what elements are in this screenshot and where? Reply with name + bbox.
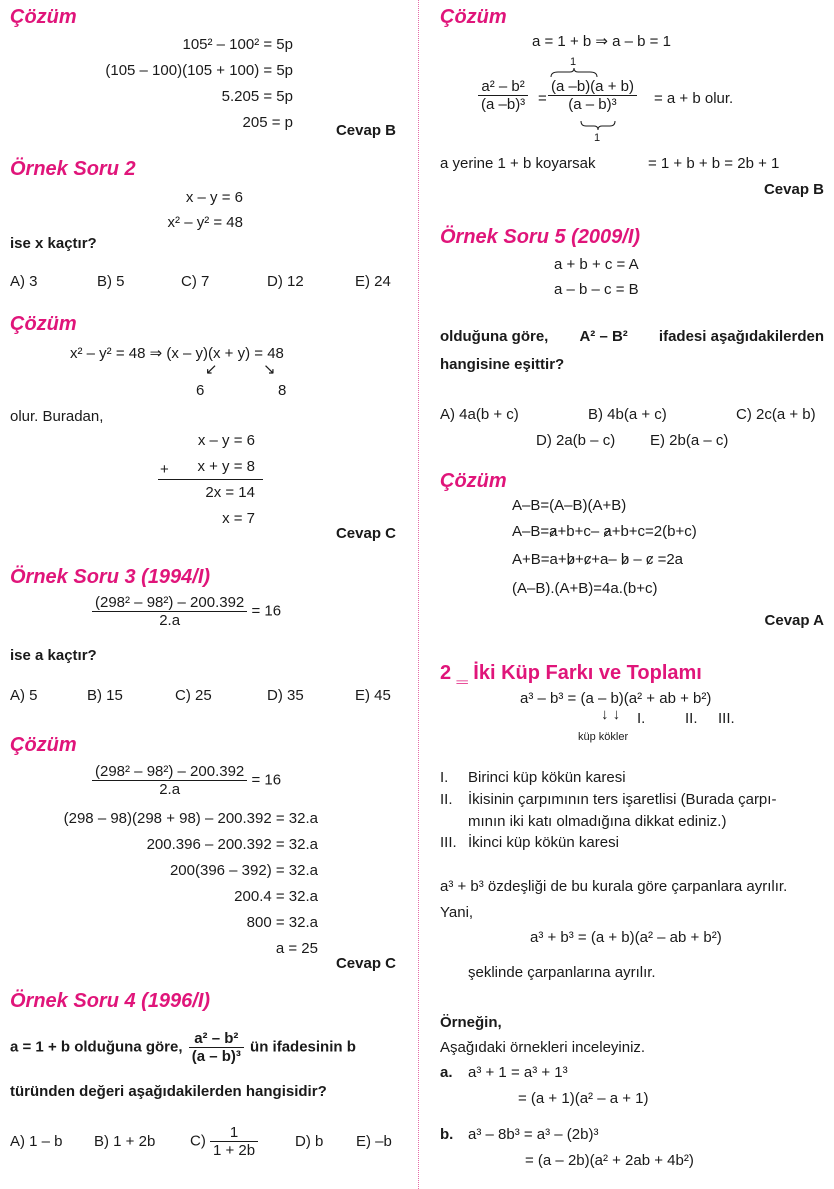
question-2-option-e[interactable]: E) 24: [355, 273, 391, 290]
question-3-denominator: 2.a: [159, 612, 181, 629]
question-5-eq-2: a – b – c = B: [554, 281, 639, 298]
section-2-title: 2 ‗ İki Küp Farkı ve Toplamı: [440, 662, 702, 684]
solution-2-add-3: 2x = 14: [205, 484, 255, 501]
question-4-option-b[interactable]: B) 1 + 2b: [94, 1133, 156, 1150]
solution-4-f2-num: (a –b)(a + b): [548, 78, 637, 96]
solution-2-add-2: x + y = 8: [197, 458, 255, 475]
list-item-1-num: I.: [440, 769, 449, 786]
question-2-title: Örnek Soru 2: [10, 158, 136, 180]
example-b-line-1: a³ – 8b³ = a³ – (2b)³: [468, 1126, 599, 1143]
arrow-down-left-icon: ↙: [205, 361, 218, 378]
question-2-prompt: ise x kaçtır?: [10, 235, 97, 252]
solution-5-line-3: A+B=a+b+c+a– b – c =2a: [512, 551, 684, 568]
solution-4-f1-den: (a –b)³: [481, 96, 526, 113]
solution-1-line-2: (105 – 100)(105 + 100) = 5p: [105, 62, 293, 79]
section-2-para-3: şeklinde çarpanlarına ayrılır.: [468, 964, 656, 981]
down-arrows-icon: ↓ ↓: [601, 706, 621, 723]
solution-2-title: Çözüm: [10, 313, 77, 335]
question-5-option-a[interactable]: A) 4a(b + c): [440, 406, 519, 423]
example-a-line-1: a³ + 1 = a³ + 1³: [468, 1064, 568, 1081]
question-2-option-b[interactable]: B) 5: [97, 273, 125, 290]
question-3-option-a[interactable]: A) 5: [10, 687, 38, 704]
question-5-statement: [440, 328, 824, 345]
solution-5-line-4: (A–B).(A+B)=4a.(b+c): [512, 580, 658, 597]
solution-4-fraction-1: [478, 78, 528, 113]
solution-3-answer: Cevap C: [335, 955, 396, 972]
solution-3-denominator: 2.a: [159, 781, 181, 798]
solution-4-f2-den: (a – b)³: [568, 96, 617, 113]
roman-3: III.: [718, 710, 735, 727]
question-4-title: Örnek Soru 4 (1996/I): [10, 990, 211, 1012]
section-2-para-2: Yani,: [440, 904, 474, 921]
solution-3-line-2: 200.396 – 200.392 = 32.a: [146, 836, 318, 853]
solution-1-line-4: 205 = p: [242, 114, 293, 131]
solution-2-line-1: x² – y² = 48 ⇒ (x – y)(x + y) = 48: [70, 345, 284, 362]
question-3-prompt: ise a kaçtır?: [10, 647, 97, 664]
section-2-formula: a³ – b³ = (a – b)(a² + ab + b²): [520, 690, 712, 707]
example-heading: Örneğin,: [440, 1014, 502, 1031]
question-4-statement: [10, 1030, 356, 1065]
question-3-option-d[interactable]: D) 35: [267, 687, 304, 704]
right-column: [440, 0, 824, 1189]
section-2-formula-2: a³ + b³ = (a + b)(a² – ab + b²): [530, 929, 722, 946]
arrow-down-right-icon: ↘: [263, 361, 276, 378]
solution-2-add-4: x = 7: [222, 510, 255, 527]
question-2-eq-2: x² – y² = 48: [167, 214, 243, 231]
question-5-option-c[interactable]: C) 2c(a + b): [736, 406, 816, 423]
solution-3-numerator: (298² – 98²) – 200.392: [92, 763, 247, 781]
solution-1-answer: Cevap B: [335, 122, 396, 139]
question-2-option-d[interactable]: D) 12: [267, 273, 304, 290]
example-a-line-2: = (a + 1)(a² – a + 1): [518, 1090, 649, 1107]
example-a-label: a.: [440, 1064, 453, 1081]
solution-3-eq: = 16: [251, 771, 282, 789]
list-item-2-num: II.: [440, 791, 453, 808]
question-2-option-a[interactable]: A) 3: [10, 273, 38, 290]
example-b-line-2: = (a – 2b)(a² + 2ab + 4b²): [525, 1152, 694, 1169]
question-4-text-3: türünden değeri aşağıdakilerden hangisidir?: [10, 1083, 327, 1100]
question-5-eq-1: a + b + c = A: [554, 256, 639, 273]
solution-4-result: = a + b olur.: [654, 90, 734, 107]
roman-1: I.: [637, 710, 646, 727]
solution-1-title: Çözüm: [10, 6, 77, 28]
solution-4-title: Çözüm: [440, 6, 507, 28]
section-2-para-1: a³ + b³ özdeşliği de bu kurala göre çarpanlara ayrılır.: [440, 878, 788, 895]
top-brace-icon: [550, 68, 598, 78]
solution-4-f1-num: a² – b²: [478, 78, 528, 96]
sum-rule: [158, 479, 263, 480]
solution-4-subst-text: a yerine 1 + b koyarsak: [440, 155, 596, 172]
example-intro: Aşağıdaki örnekleri inceleyiniz.: [440, 1039, 646, 1056]
plus-sign: +: [160, 461, 169, 478]
solution-4-eqsign: =: [538, 90, 547, 107]
question-5-option-b[interactable]: B) 4b(a + c): [588, 406, 667, 423]
solution-3-line-1: (298 – 98)(298 + 98) – 200.392 = 32.a: [63, 810, 318, 827]
question-5-text-a: olduğuna göre,: [440, 328, 549, 345]
solution-4-top-one: 1: [570, 56, 577, 68]
solution-2-answer: Cevap C: [335, 525, 396, 542]
question-4-option-c-den: 1 + 2b: [213, 1142, 256, 1159]
question-5-option-d[interactable]: D) 2a(b – c): [536, 432, 616, 449]
left-column: [10, 0, 398, 1189]
solution-1-line-3: 5.205 = 5p: [221, 88, 293, 105]
solution-2-value-8: 8: [278, 382, 287, 399]
solution-4-fraction-2: [548, 78, 637, 113]
column-divider: [418, 0, 419, 1189]
solution-5-line-2: A–B=a+b+c– a+b+c=2(b+c): [512, 523, 697, 540]
question-5-text-2: hangisine eşittir?: [440, 356, 565, 373]
question-4-option-c[interactable]: [190, 1124, 258, 1159]
list-item-2-text: İkisinin çarpımının ters işaretlisi (Burada çarpı-: [468, 791, 777, 808]
question-3-title: Örnek Soru 3 (1994/I): [10, 566, 211, 588]
question-3-eq: = 16: [251, 602, 282, 620]
list-item-3-num: III.: [440, 834, 457, 851]
question-4-option-e[interactable]: E) –b: [356, 1133, 392, 1150]
solution-3-title: Çözüm: [10, 734, 77, 756]
question-4-option-d[interactable]: D) b: [295, 1133, 324, 1150]
question-4-frac-den: (a – b)³: [191, 1048, 241, 1065]
solution-4-answer: Cevap B: [763, 181, 824, 198]
question-5-option-e[interactable]: E) 2b(a – c): [650, 432, 729, 449]
solution-2-text: olur. Buradan,: [10, 408, 104, 425]
question-3-option-b[interactable]: B) 15: [87, 687, 123, 704]
question-4-text-2: ün ifadesinin b: [250, 1038, 356, 1056]
roman-2: II.: [685, 710, 698, 727]
question-4-frac-num: a² – b²: [189, 1030, 244, 1048]
question-5-text-b: ifadesi aşağıdakilerden: [658, 328, 824, 345]
question-5-title: Örnek Soru 5 (2009/I): [440, 226, 641, 248]
solution-5-title: Çözüm: [440, 470, 507, 492]
question-3-option-c[interactable]: C) 25: [175, 687, 212, 704]
solution-4-bottom-one: 1: [594, 132, 601, 144]
bottom-brace-icon: [580, 120, 616, 130]
kup-kokler-label: küp kökler: [578, 731, 629, 743]
list-item-2-cont: mının iki katı olmadığına dikkat ediniz.): [468, 813, 727, 830]
list-item-1-text: Birinci küp kökün karesi: [468, 769, 626, 786]
list-item-3-text: İkinci küp kökün karesi: [468, 834, 619, 851]
question-5-expr: A² – B²: [579, 328, 628, 345]
solution-3-fraction: [92, 763, 281, 798]
solution-3-line-3: 200(396 – 392) = 32.a: [169, 862, 318, 879]
solution-4-line-1: a = 1 + b ⇒ a – b = 1: [532, 33, 671, 50]
solution-5-answer: Cevap A: [764, 612, 824, 629]
solution-3-line-4: 200.4 = 32.a: [234, 888, 318, 905]
example-b-label: b.: [440, 1126, 454, 1143]
solution-2-add-1: x – y = 6: [197, 432, 255, 449]
solution-4-subst-eq: = 1 + b + b = 2b + 1: [648, 155, 780, 172]
question-4-option-c-label: C): [190, 1132, 206, 1150]
question-3-fraction: [92, 594, 281, 629]
question-2-option-c[interactable]: C) 7: [181, 273, 210, 290]
question-3-option-e[interactable]: E) 45: [355, 687, 391, 704]
question-3-numerator: (298² – 98²) – 200.392: [92, 594, 247, 612]
solution-2-value-6: 6: [196, 382, 205, 399]
question-2-eq-1: x – y = 6: [185, 189, 243, 206]
question-4-option-a[interactable]: A) 1 – b: [10, 1133, 63, 1150]
question-4-option-c-num: 1: [210, 1124, 258, 1142]
solution-3-line-5: 800 = 32.a: [246, 914, 318, 931]
solution-5-line-1: A–B=(A–B)(A+B): [512, 497, 627, 514]
solution-3-line-6: a = 25: [275, 940, 318, 957]
question-4-text-1: a = 1 + b olduğuna göre,: [10, 1038, 183, 1056]
solution-1-line-1: 105² – 100² = 5p: [182, 36, 293, 53]
